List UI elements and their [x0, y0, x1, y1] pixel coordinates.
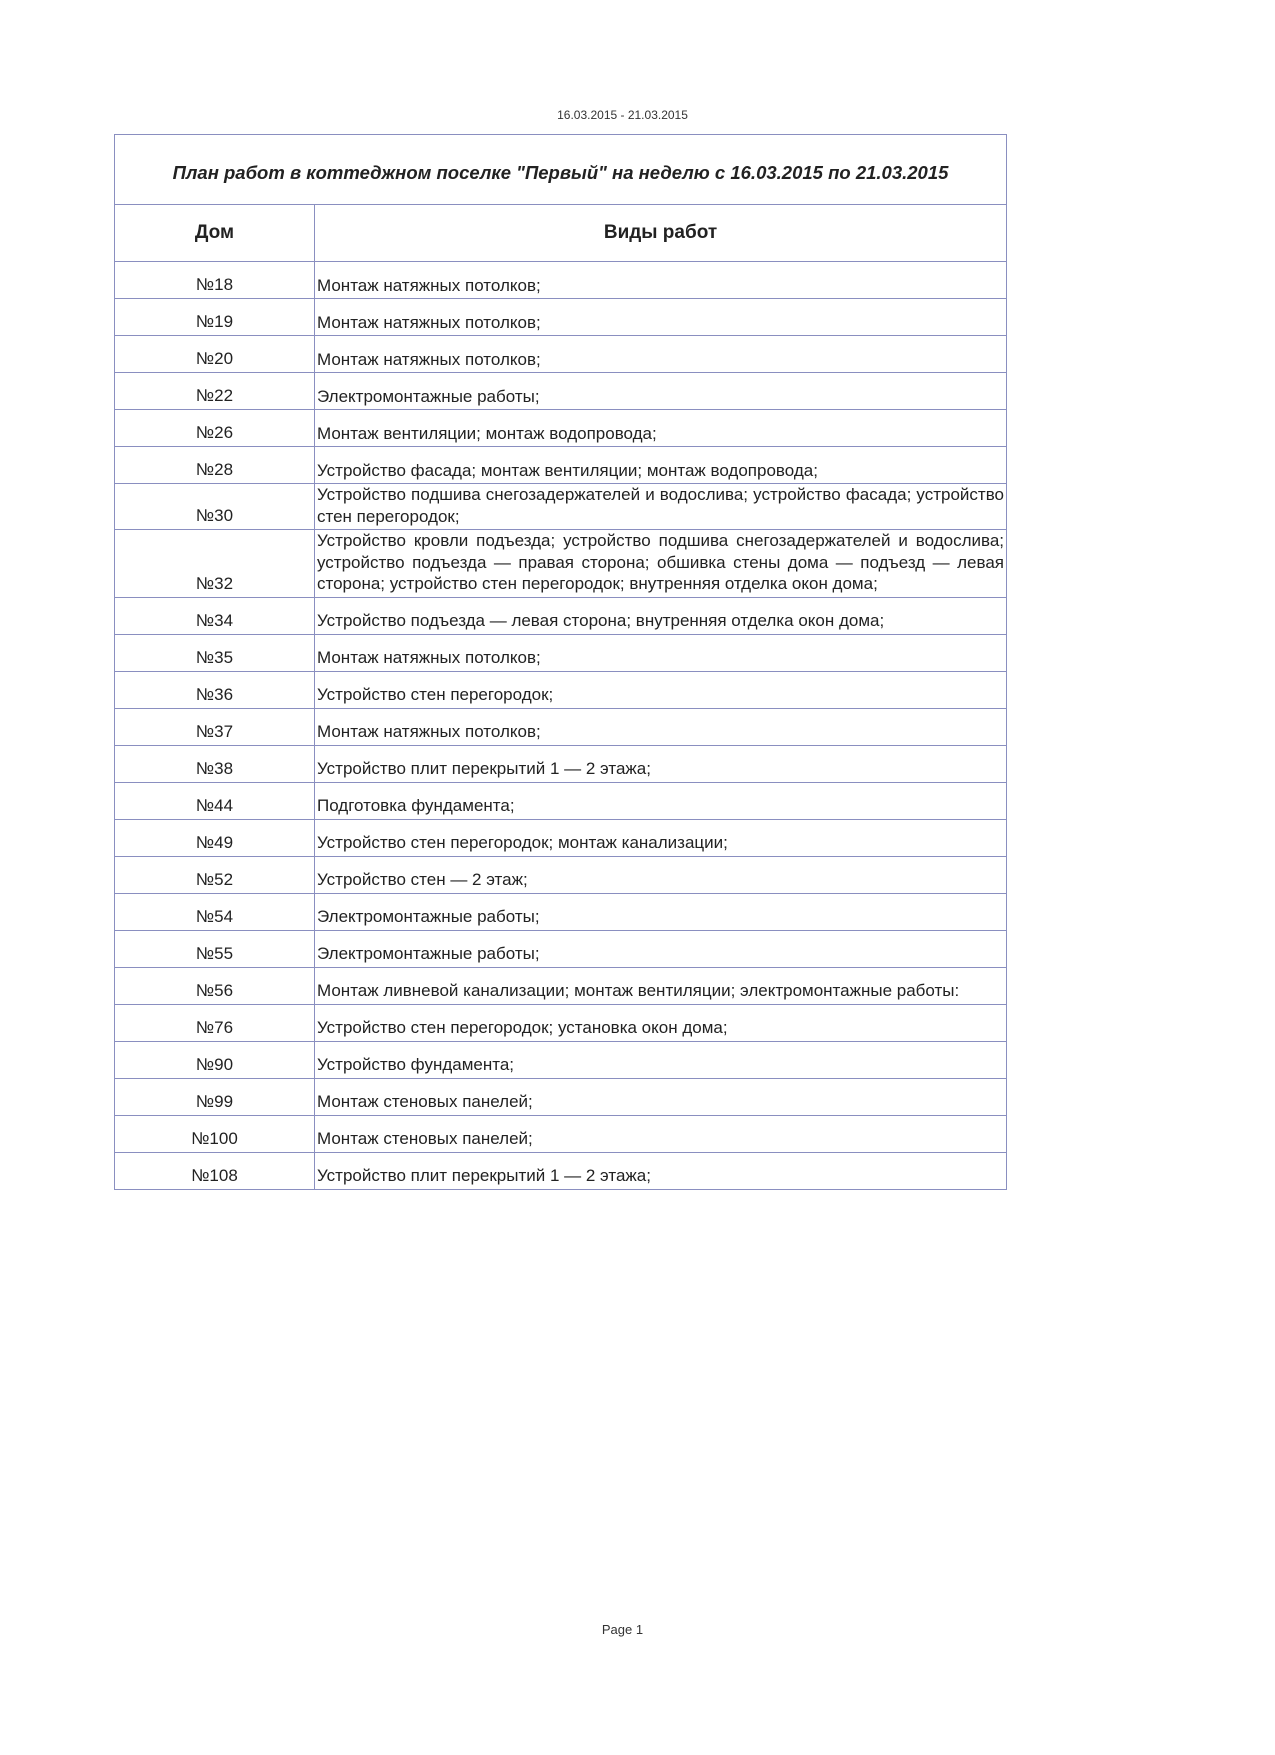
table-header-row	[115, 205, 1007, 262]
works-cell: Электромонтажные работы;	[315, 893, 1007, 930]
house-number-cell: №38	[115, 745, 315, 782]
house-number-cell: №32	[115, 530, 315, 598]
table-row	[115, 1115, 1007, 1152]
works-cell: Устройство кровли подъезда; устройство подшива снегозадержателей и водослива; устройство подъезда — правая сторона; обшивка стены дома — подъезд — левая сторона; устройство стен перегородок; внутренняя отделка окон дома;	[315, 530, 1007, 598]
works-cell: Устройство подъезда — левая сторона; внутренняя отделка окон дома;	[315, 597, 1007, 634]
table-row	[115, 708, 1007, 745]
house-number-cell: №28	[115, 447, 315, 484]
house-number-cell: №54	[115, 893, 315, 930]
works-cell: Монтаж ливневой канализации; монтаж вентиляции; электромонтажные работы:	[315, 967, 1007, 1004]
house-number-cell: №34	[115, 597, 315, 634]
works-cell: Устройство стен перегородок; монтаж канализации;	[315, 819, 1007, 856]
table-row	[115, 336, 1007, 373]
work-plan-table	[114, 134, 1007, 1190]
table-row	[115, 1152, 1007, 1189]
table-row	[115, 819, 1007, 856]
table-row	[115, 1078, 1007, 1115]
house-number-cell: №100	[115, 1115, 315, 1152]
works-cell: Монтаж натяжных потолков;	[315, 336, 1007, 373]
works-cell: Устройство стен перегородок;	[315, 671, 1007, 708]
house-number-cell: №19	[115, 299, 315, 336]
house-number-cell: №49	[115, 819, 315, 856]
house-number-cell: №90	[115, 1041, 315, 1078]
house-number-cell: №52	[115, 856, 315, 893]
works-cell: Монтаж стеновых панелей;	[315, 1078, 1007, 1115]
table-row	[115, 484, 1007, 530]
works-cell: Электромонтажные работы;	[315, 373, 1007, 410]
table-row	[115, 530, 1007, 598]
table-title-row	[115, 135, 1007, 205]
house-number-cell: №108	[115, 1152, 315, 1189]
works-cell: Монтаж вентиляции; монтаж водопровода;	[315, 410, 1007, 447]
works-cell: Монтаж стеновых панелей;	[315, 1115, 1007, 1152]
table-row	[115, 410, 1007, 447]
works-cell: Устройство фундамента;	[315, 1041, 1007, 1078]
table-row	[115, 1004, 1007, 1041]
house-number-cell: №20	[115, 336, 315, 373]
works-cell: Монтаж натяжных потолков;	[315, 299, 1007, 336]
house-number-cell: №44	[115, 782, 315, 819]
works-cell: Монтаж натяжных потолков;	[315, 634, 1007, 671]
table-row	[115, 373, 1007, 410]
table-row	[115, 967, 1007, 1004]
house-number-cell: №76	[115, 1004, 315, 1041]
table-row	[115, 893, 1007, 930]
house-number-cell: №56	[115, 967, 315, 1004]
column-header-works: Виды работ	[315, 205, 1007, 262]
table-row	[115, 782, 1007, 819]
table-row	[115, 299, 1007, 336]
house-number-cell: №35	[115, 634, 315, 671]
house-number-cell: №36	[115, 671, 315, 708]
table-title: План работ в коттеджном поселке "Первый" на неделю с 16.03.2015 по 21.03.2015	[115, 135, 1007, 205]
table-row	[115, 856, 1007, 893]
house-number-cell: №26	[115, 410, 315, 447]
works-cell: Электромонтажные работы;	[315, 930, 1007, 967]
works-cell: Подготовка фундамента;	[315, 782, 1007, 819]
table-row	[115, 930, 1007, 967]
house-number-cell: №18	[115, 262, 315, 299]
table-row	[115, 634, 1007, 671]
table-row	[115, 1041, 1007, 1078]
works-cell: Устройство плит перекрытий 1 — 2 этажа;	[315, 745, 1007, 782]
works-cell: Устройство подшива снегозадержателей и водослива; устройство фасада; устройство стен перегородок;	[315, 484, 1007, 530]
table-body	[115, 262, 1007, 1190]
table-row	[115, 745, 1007, 782]
table-row	[115, 447, 1007, 484]
house-number-cell: №30	[115, 484, 315, 530]
works-cell: Устройство стен — 2 этаж;	[315, 856, 1007, 893]
works-cell: Устройство стен перегородок; установка окон дома;	[315, 1004, 1007, 1041]
column-header-house: Дом	[115, 205, 315, 262]
works-cell: Устройство фасада; монтаж вентиляции; монтаж водопровода;	[315, 447, 1007, 484]
works-cell: Монтаж натяжных потолков;	[315, 262, 1007, 299]
house-number-cell: №22	[115, 373, 315, 410]
table-row	[115, 262, 1007, 299]
works-cell: Монтаж натяжных потолков;	[315, 708, 1007, 745]
house-number-cell: №99	[115, 1078, 315, 1115]
page-number: Page 1	[601, 1622, 644, 1637]
house-number-cell: №55	[115, 930, 315, 967]
table-row	[115, 597, 1007, 634]
table-row	[115, 671, 1007, 708]
house-number-cell: №37	[115, 708, 315, 745]
header-date-range: 16.03.2015 - 21.03.2015	[557, 108, 688, 122]
works-cell: Устройство плит перекрытий 1 — 2 этажа;	[315, 1152, 1007, 1189]
